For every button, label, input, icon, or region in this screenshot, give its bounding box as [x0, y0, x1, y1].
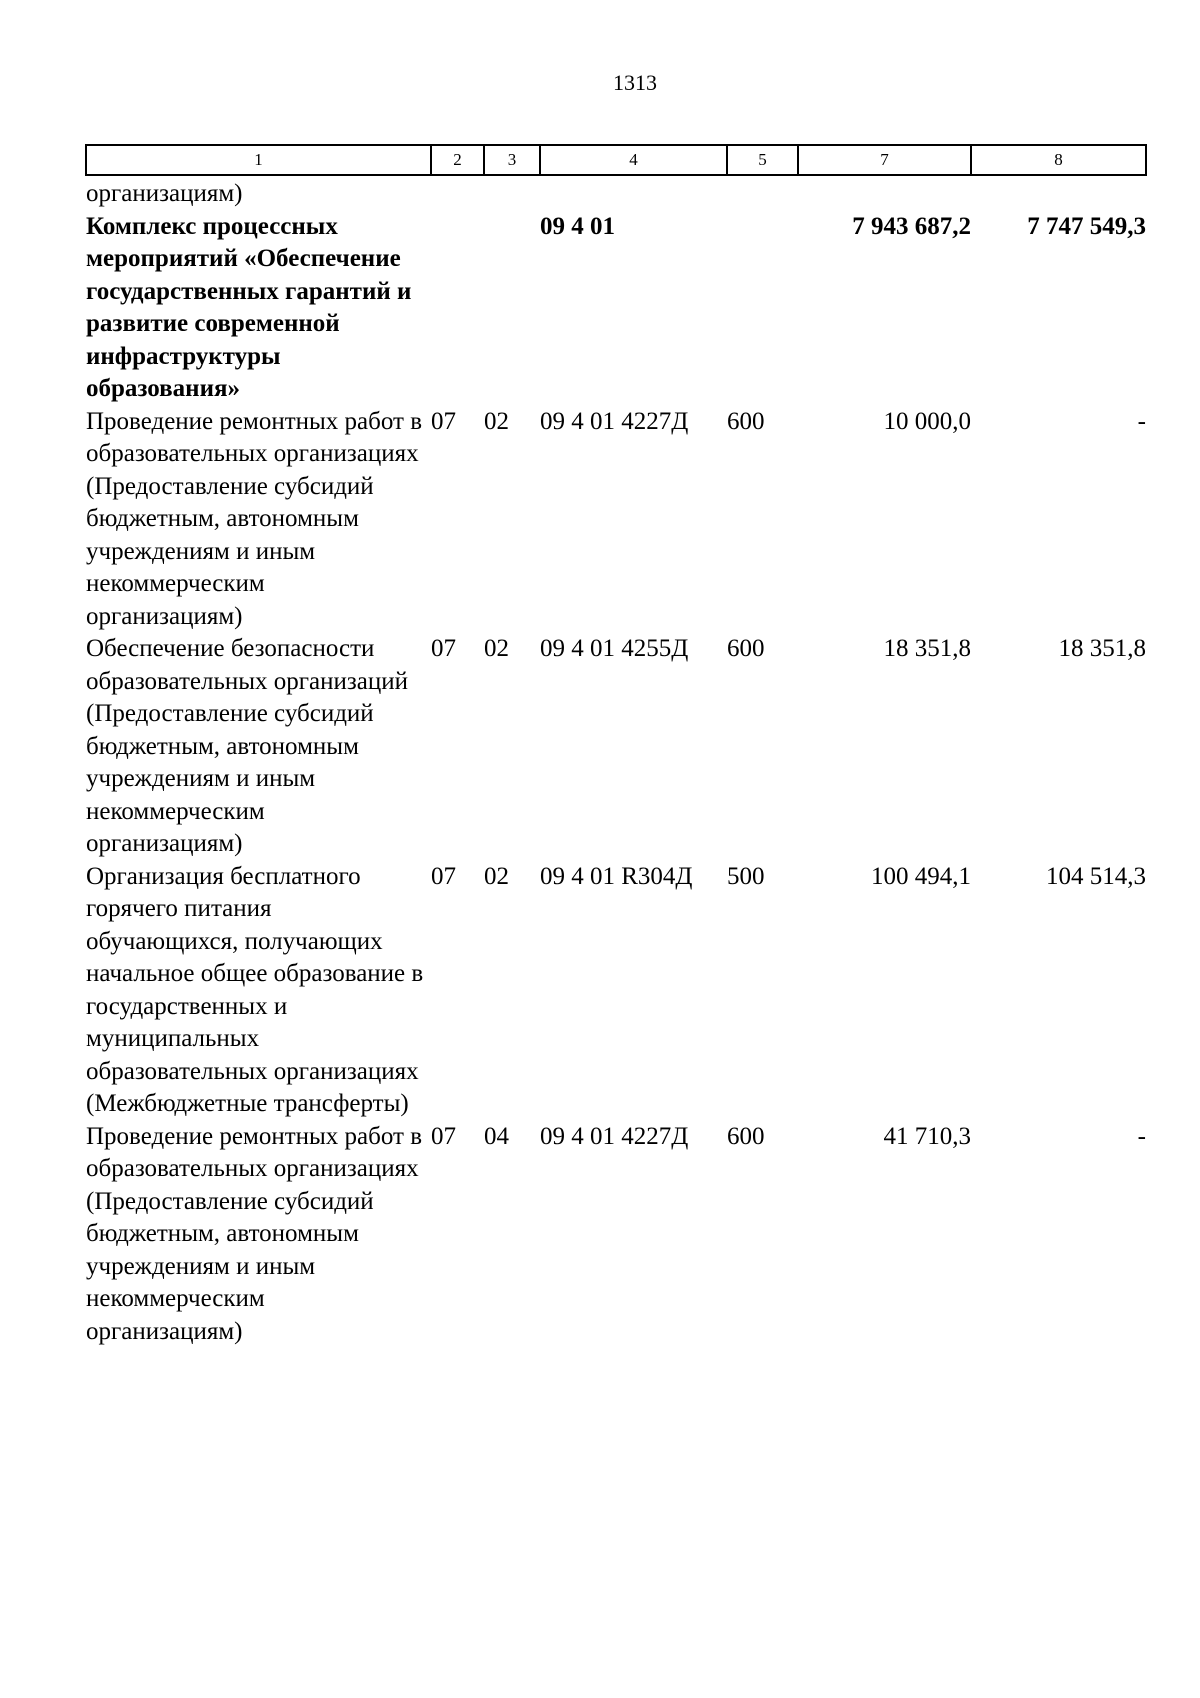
row-code: 09 4 01	[540, 212, 615, 240]
row-section: 07	[431, 407, 456, 435]
table-row	[86, 633, 1146, 861]
header-col-8: 8	[971, 145, 1146, 175]
row-expense-type: 600	[727, 407, 765, 435]
table-row	[86, 406, 1146, 634]
row-code: 09 4 01 4227Д	[540, 1122, 689, 1150]
row-sum-year1: 41 710,3	[883, 1122, 971, 1150]
row-section	[431, 211, 484, 406]
row-section: 07	[431, 635, 456, 662]
row-sum-year2: -	[1137, 407, 1146, 435]
row-subsection: 04	[484, 1122, 509, 1150]
row-sum-year2: 7 747 549,3	[1027, 212, 1146, 240]
header-col-7: 7	[798, 145, 971, 175]
row-section: 07	[431, 862, 456, 890]
header-col-3: 3	[484, 145, 540, 175]
row-subsection	[484, 211, 540, 406]
page-number: 1313	[613, 70, 657, 95]
header-col-4: 4	[540, 145, 727, 175]
row-name: Проведение ремонтных работ в образовательных организациях (Предоставление субсидий бюджетным, автономным учреждениям и иным некоммерческим организациям)	[86, 407, 423, 630]
table-row	[86, 175, 1146, 211]
row-sum-year1: 7 943 687,2	[852, 212, 971, 240]
row-sum-year1	[798, 175, 971, 211]
row-sum-year1: 100 494,1	[871, 862, 971, 890]
row-name: Обеспечение безопасности образовательных организаций (Предоставление субсидий бюджетным, автономным учреждениям и иным некоммерческим организациям)	[86, 635, 409, 857]
header-col-1: 1	[86, 145, 431, 175]
table-row-group-heading	[86, 211, 1146, 406]
budget-table	[85, 144, 1147, 1348]
row-sum-year2: 104 514,3	[1046, 862, 1146, 890]
row-sum-year2: 18 351,8	[1058, 635, 1146, 662]
row-expense-type	[727, 175, 798, 211]
row-expense-type: 500	[727, 862, 765, 890]
table-row	[86, 861, 1146, 1121]
row-sum-year1: 18 351,8	[883, 635, 971, 662]
budget-table-container	[85, 144, 1145, 1348]
row-name: организациям)	[86, 180, 243, 207]
row-subsection: 02	[484, 407, 509, 435]
row-sum-year2: -	[1137, 1122, 1146, 1150]
row-code: 09 4 01 4255Д	[540, 635, 689, 662]
row-subsection: 02	[484, 862, 509, 890]
row-name: Организация бесплатного горячего питания обучающихся, получающих начальное общее образование в государственных и муниципальных образовательных организациях (Межбюджетные трансферты)	[86, 862, 424, 1117]
row-expense-type: 600	[727, 635, 765, 662]
row-expense-type	[727, 211, 798, 406]
row-sum-year1: 10 000,0	[883, 407, 971, 435]
row-section: 07	[431, 1122, 456, 1150]
header-col-2: 2	[431, 145, 484, 175]
row-code: 09 4 01 R304Д	[540, 862, 693, 890]
header-col-5: 5	[727, 145, 798, 175]
table-row	[86, 1121, 1146, 1349]
row-name: Проведение ремонтных работ в образовательных организациях (Предоставление субсидий бюджетным, автономным учреждениям и иным некоммерческим организациям)	[86, 1122, 423, 1345]
row-expense-type: 600	[727, 1122, 765, 1150]
row-sum-year2	[971, 175, 1146, 211]
row-code: 09 4 01 4227Д	[540, 407, 689, 435]
row-name: Комплекс процессных мероприятий «Обеспечение государственных гарантий и развитие современной инфраструктуры образования»	[86, 212, 412, 402]
row-subsection	[484, 175, 540, 211]
column-number-header-row	[86, 145, 1146, 175]
row-section	[431, 175, 484, 211]
row-subsection: 02	[484, 635, 509, 662]
row-code	[540, 175, 727, 211]
